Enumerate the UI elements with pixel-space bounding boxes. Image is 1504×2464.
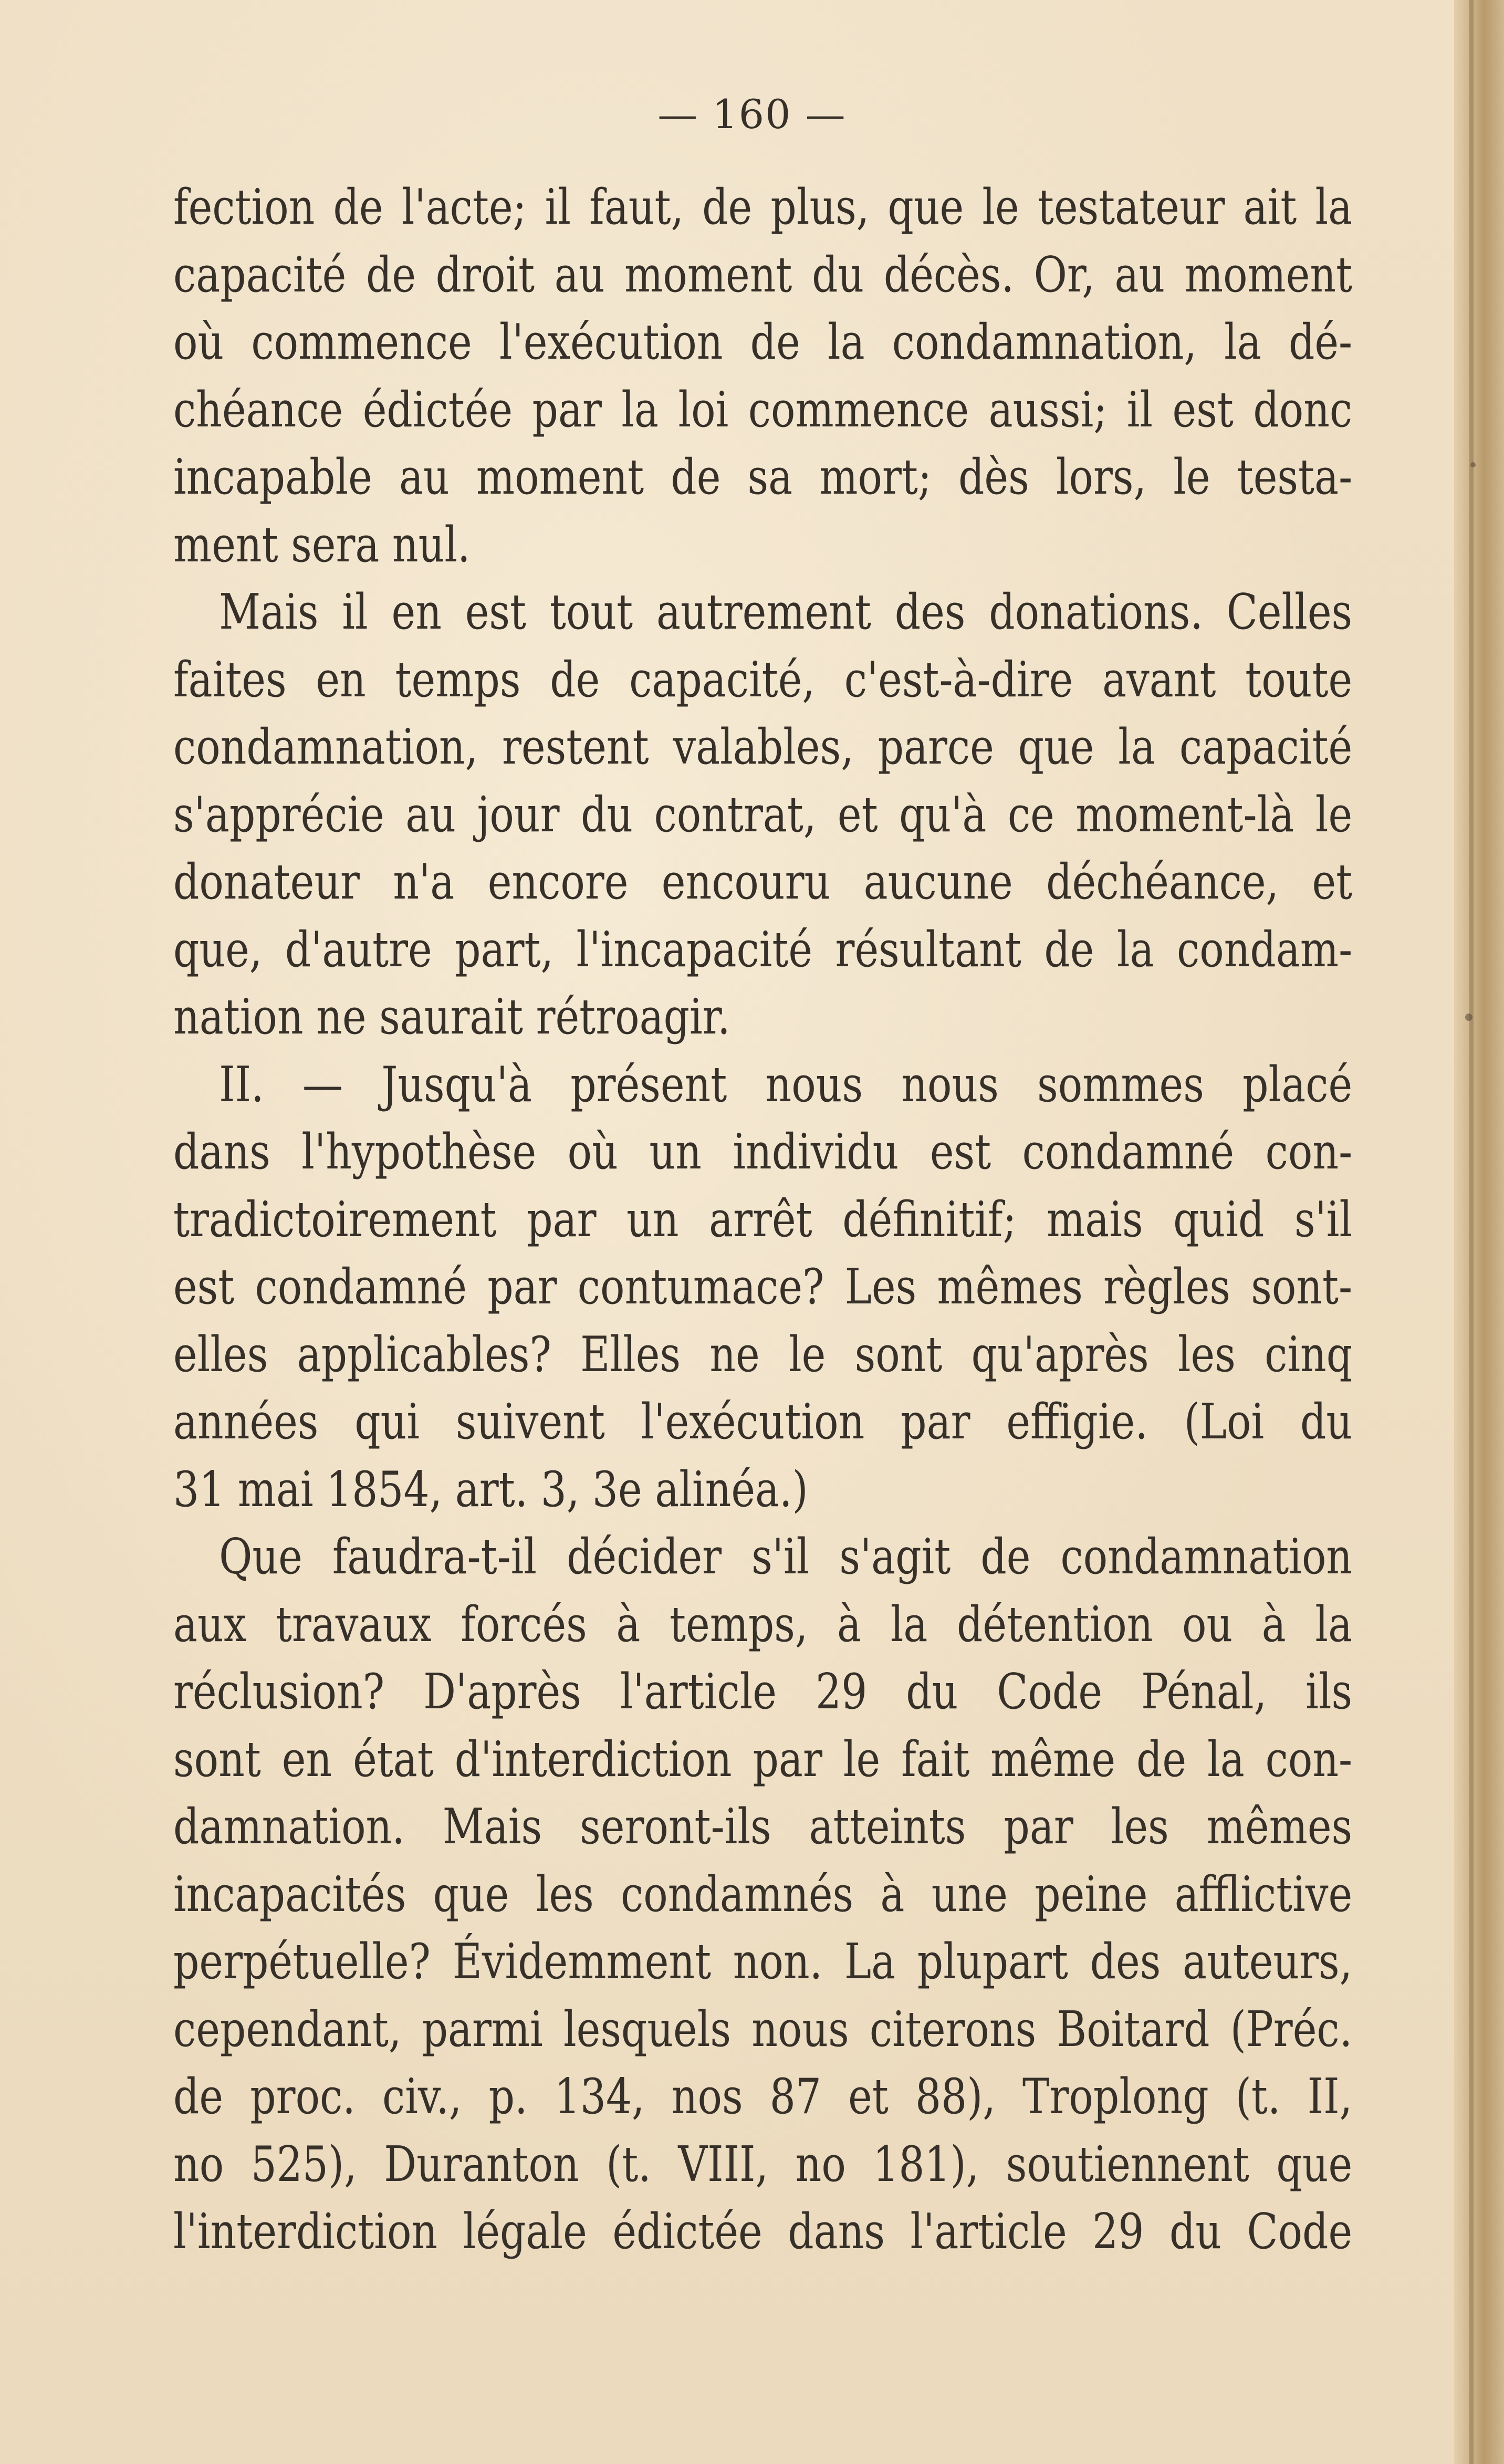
text-line: incapacités que les condamnés à une peine afflictive [173,1865,1353,1923]
text-line: réclusion? D'après l'article 29 du Code Pénal, ils [173,1663,1353,1720]
text-line: faites en temps de capacité, c'est-à-dire avant toute [173,651,1353,708]
text-line: Que faudra-t-il décider s'il s'agit de condamnation [219,1528,1353,1585]
text-line: condamnation, restent valables, parce que la capacité [173,718,1353,775]
text-line: l'interdiction légale édictée dans l'article 29 du Code [173,2203,1353,2260]
text-line: aux travaux forcés à temps, à la détention ou à la [173,1595,1353,1653]
text-line: tradictoirement par un arrêt définitif; mais quid s'il [173,1191,1353,1248]
text-line: que, d'autre part, l'incapacité résultant de la condam- [173,921,1353,978]
text-line: II. — Jusqu'à présent nous nous sommes placé [219,1056,1353,1113]
page-edge-shadow [1454,0,1504,2464]
text-line: de proc. civ., p. 134, nos 87 et 88), Troplong (t. II, [173,2068,1353,2125]
text-line: s'apprécie au jour du contrat, et qu'à ce moment-là le [173,786,1353,843]
text-line: fection de l'acte; il faut, de plus, que le testateur ait la [173,179,1353,235]
text-line: années qui suivent l'exécution par effigie. (Loi du [173,1393,1353,1450]
text-line: Mais il en est tout autrement des donations. Celles [219,583,1353,640]
text-line: ment sera nul. [173,516,471,573]
text-line: damnation. Mais seront-ils atteints par les mêmes [173,1798,1353,1855]
text-line: est condamné par contumace? Les mêmes règles sont- [173,1258,1353,1315]
text-line: où commence l'exécution de la condamnation, la dé- [173,314,1353,370]
text-line: dans l'hypothèse où un individu est condamné con- [173,1123,1353,1180]
text-line: elles applicables? Elles ne le sont qu'après les cinq [173,1325,1353,1383]
text-line: cependant, parmi lesquels nous citerons Boitard (Préc. [173,2000,1353,2058]
text-line: chéance édictée par la loi commence aussi; il est donc [173,381,1353,438]
text-line: no 525), Duranton (t. VIII, no 181), soutiennent que [173,2135,1353,2192]
text-line: sont en état d'interdiction par le fait même de la con- [173,1730,1353,1788]
text-line: perpétuelle? Évidemment non. La plupart des auteurs, [173,1933,1353,1990]
text-line: incapable au moment de sa mort; dès lors, le testa- [173,448,1353,505]
text-line: nation ne saurait rétroagir. [173,988,730,1045]
page-number: — 160 — [657,91,847,138]
ink-speck [1465,1014,1472,1021]
text-line: capacité de droit au moment du décès. Or, au moment [173,246,1353,303]
text-line: 31 mai 1854, art. 3, 3e alinéa.) [173,1460,808,1518]
ink-speck [1470,462,1476,467]
text-line: donateur n'a encore encouru aucune déchéance, et [173,853,1353,910]
body-text [173,173,1352,2265]
page-edge-line [1469,0,1474,2464]
